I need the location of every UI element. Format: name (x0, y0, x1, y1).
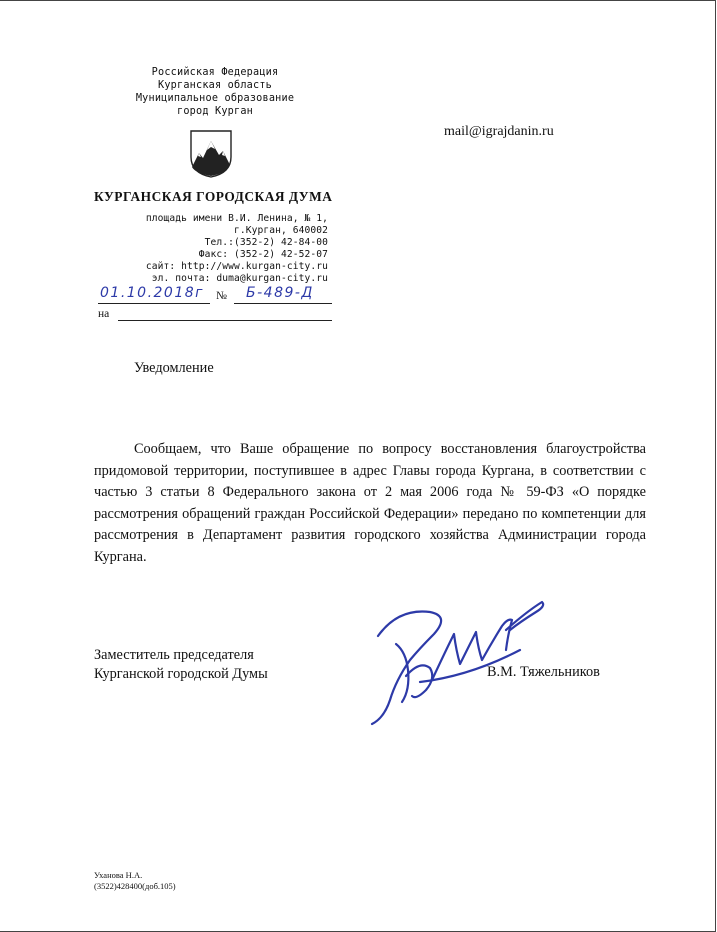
on-underline (118, 320, 332, 321)
letterhead-line-region: Курганская область (157, 80, 272, 91)
executor-phone: (3522)428400(доб.105) (94, 881, 176, 891)
recipient-email: mail@igrajdanin.ru (444, 124, 554, 139)
footer-executor (94, 870, 176, 892)
signatory-position (94, 646, 268, 684)
council-title: КУРГАНСКАЯ ГОРОДСКАЯ ДУМА (94, 189, 333, 204)
registration-number: Б-489-Д (246, 285, 314, 301)
kurgan-coat-of-arms-icon (189, 129, 233, 184)
on-label: на (98, 308, 110, 320)
handwritten-signature (350, 590, 550, 735)
address-line-fax: Факс: (352-2) 42-52-07 (198, 249, 328, 260)
letterhead-line-municipality: Муниципальное образование (135, 93, 295, 104)
address-line-email: эл. почта: duma@kurgan-city.ru (151, 273, 328, 284)
letterhead-line-country: Российская Федерация (151, 67, 279, 78)
letterhead-line-city: город Курган (176, 106, 253, 117)
address-line-website: сайт: http://www.kurgan-city.ru (145, 261, 328, 272)
document-heading: Уведомление (134, 360, 214, 376)
number-underline (234, 303, 332, 304)
signatory-position-line1: Заместитель председателя (94, 647, 254, 663)
signatory-name: В.М. Тяжельников (487, 664, 600, 680)
executor-name: Уханова Н.А. (94, 870, 143, 880)
number-sign: № (216, 290, 227, 302)
registration-date: 01.10.2018г (100, 285, 205, 301)
address-line-city: г.Курган, 640002 (233, 225, 328, 236)
signatory-position-line2: Курганской городской Думы (94, 666, 268, 682)
address-line-square: площадь имени В.И. Ленина, № 1, (145, 213, 328, 224)
address-line-phone: Тел.:(352-2) 42-84-00 (204, 237, 328, 248)
document-body: Сообщаем, что Ваше обращение по вопросу восстановления благоустройства придомовой территории, поступившее в адрес Главы города Кургана, в соответствии с частью 3 статьи 8 Федерального закона от 2 мая 2006 года № 59-ФЗ «О порядке рассмотрения обращений граждан Российской Федерации» передано по компетенции для рассмотрения в Департамент развития городского хозяйства Администрации города Кургана. (94, 441, 646, 565)
date-underline (98, 303, 210, 304)
